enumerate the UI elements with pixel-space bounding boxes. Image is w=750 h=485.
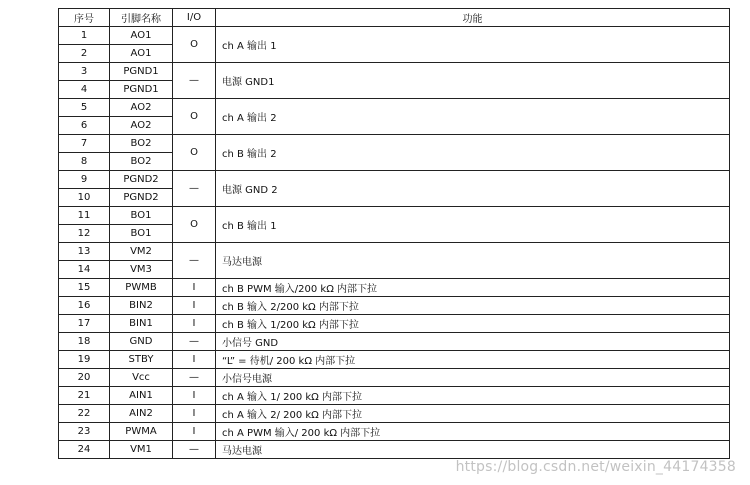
table-row — [59, 441, 730, 459]
pin-number: 4 — [59, 81, 110, 99]
pin-io: — — [173, 243, 216, 279]
pin-name: STBY — [110, 351, 173, 369]
pin-function: 马达电源 — [216, 441, 730, 459]
table-row — [59, 315, 730, 333]
pin-number: 16 — [59, 297, 110, 315]
table-row — [59, 63, 730, 81]
pin-io: — — [173, 333, 216, 351]
pin-name: AO2 — [110, 117, 173, 135]
table-header-row — [59, 9, 730, 27]
table-row — [59, 135, 730, 153]
table-row — [59, 333, 730, 351]
pin-io: O — [173, 207, 216, 243]
pin-name: PWMA — [110, 423, 173, 441]
pin-name: PGND1 — [110, 63, 173, 81]
pin-number: 9 — [59, 171, 110, 189]
pin-number: 19 — [59, 351, 110, 369]
pin-io: — — [173, 369, 216, 387]
pin-name: BO1 — [110, 225, 173, 243]
pin-name: GND — [110, 333, 173, 351]
pin-number: 21 — [59, 387, 110, 405]
header-function: 功能 — [216, 9, 730, 27]
pin-io: — — [173, 441, 216, 459]
table-row — [59, 297, 730, 315]
pin-name: PGND2 — [110, 189, 173, 207]
pin-name: PGND2 — [110, 171, 173, 189]
pin-number: 24 — [59, 441, 110, 459]
pin-io: — — [173, 171, 216, 207]
pin-function: “L” = 待机/ 200 kΩ 内部下拉 — [216, 351, 730, 369]
pin-function: 小信号 GND — [216, 333, 730, 351]
pin-name: VM1 — [110, 441, 173, 459]
pin-name: AIN1 — [110, 387, 173, 405]
pin-name: AO1 — [110, 45, 173, 63]
pin-name: Vcc — [110, 369, 173, 387]
pin-number: 1 — [59, 27, 110, 45]
table-row — [59, 405, 730, 423]
pin-name: BIN1 — [110, 315, 173, 333]
pin-number: 7 — [59, 135, 110, 153]
pin-number: 18 — [59, 333, 110, 351]
pin-number: 17 — [59, 315, 110, 333]
pin-io: I — [173, 351, 216, 369]
pin-function: 小信号电源 — [216, 369, 730, 387]
pin-io: I — [173, 279, 216, 297]
header-io: I/O — [173, 9, 216, 27]
pin-number: 15 — [59, 279, 110, 297]
pin-name: AO1 — [110, 27, 173, 45]
pin-number: 3 — [59, 63, 110, 81]
pin-function: ch A 输入 1/ 200 kΩ 内部下拉 — [216, 387, 730, 405]
pin-function: 电源 GND1 — [216, 63, 730, 99]
pin-io: I — [173, 423, 216, 441]
pin-number: 11 — [59, 207, 110, 225]
pin-function-table — [58, 8, 730, 459]
pin-number: 6 — [59, 117, 110, 135]
pin-function: 马达电源 — [216, 243, 730, 279]
pin-function: ch B 输出 2 — [216, 135, 730, 171]
pin-function: ch B 输出 1 — [216, 207, 730, 243]
pin-number: 10 — [59, 189, 110, 207]
table-row — [59, 243, 730, 261]
pin-io: — — [173, 63, 216, 99]
pin-name: BO2 — [110, 153, 173, 171]
pin-io: O — [173, 135, 216, 171]
pin-io: I — [173, 405, 216, 423]
pin-function: ch A 输出 2 — [216, 99, 730, 135]
table-row — [59, 171, 730, 189]
pin-function: ch A PWM 输入/ 200 kΩ 内部下拉 — [216, 423, 730, 441]
pin-number: 23 — [59, 423, 110, 441]
table-row — [59, 27, 730, 45]
pin-number: 8 — [59, 153, 110, 171]
pin-function: ch B 输入 2/200 kΩ 内部下拉 — [216, 297, 730, 315]
table-row — [59, 351, 730, 369]
pin-number: 20 — [59, 369, 110, 387]
pin-function: ch B 输入 1/200 kΩ 内部下拉 — [216, 315, 730, 333]
pin-number: 2 — [59, 45, 110, 63]
pin-function: ch A 输入 2/ 200 kΩ 内部下拉 — [216, 405, 730, 423]
pin-function: ch A 输出 1 — [216, 27, 730, 63]
table-row — [59, 207, 730, 225]
pin-name: PWMB — [110, 279, 173, 297]
pin-io: I — [173, 297, 216, 315]
pin-name: AIN2 — [110, 405, 173, 423]
pin-io: O — [173, 27, 216, 63]
pin-function: ch B PWM 输入/200 kΩ 内部下拉 — [216, 279, 730, 297]
pin-io: I — [173, 387, 216, 405]
pin-io: O — [173, 99, 216, 135]
header-number: 序号 — [59, 9, 110, 27]
pin-name: BIN2 — [110, 297, 173, 315]
table-row — [59, 279, 730, 297]
watermark-url: https://blog.csdn.net/weixin_44174358 — [455, 459, 736, 475]
pin-function: 电源 GND 2 — [216, 171, 730, 207]
pin-name: BO2 — [110, 135, 173, 153]
pin-name: PGND1 — [110, 81, 173, 99]
pin-number: 14 — [59, 261, 110, 279]
pin-number: 5 — [59, 99, 110, 117]
table-row — [59, 423, 730, 441]
header-pin-name: 引脚名称 — [110, 9, 173, 27]
pin-number: 22 — [59, 405, 110, 423]
table-row — [59, 387, 730, 405]
pin-number: 12 — [59, 225, 110, 243]
pin-io: I — [173, 315, 216, 333]
pin-number: 13 — [59, 243, 110, 261]
table-row — [59, 369, 730, 387]
table-row — [59, 99, 730, 117]
pin-name: BO1 — [110, 207, 173, 225]
pin-name: VM3 — [110, 261, 173, 279]
pin-name: VM2 — [110, 243, 173, 261]
pin-name: AO2 — [110, 99, 173, 117]
